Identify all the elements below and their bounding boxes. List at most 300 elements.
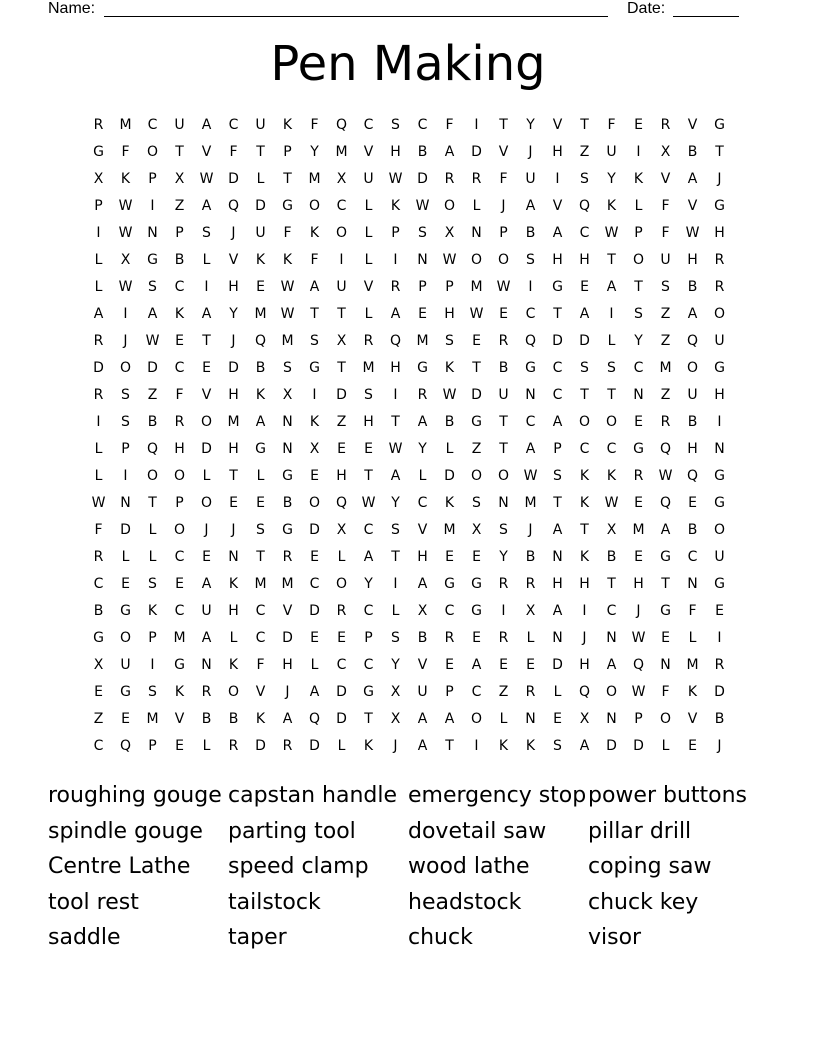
grid-letter[interactable]: K [174, 684, 185, 700]
grid-letter[interactable]: Q [335, 495, 348, 511]
grid-letter[interactable]: V [282, 603, 293, 619]
grid-letter[interactable]: F [445, 117, 454, 133]
grid-letter[interactable]: L [607, 333, 616, 349]
grid-letter[interactable]: R [363, 333, 374, 349]
grid-letter[interactable]: H [552, 144, 563, 160]
grid-letter[interactable]: V [660, 171, 671, 187]
grid-letter[interactable]: P [148, 738, 157, 754]
grid-letter[interactable]: J [231, 225, 236, 241]
grid-letter[interactable]: D [471, 144, 482, 160]
grid-letter[interactable]: Q [578, 198, 591, 214]
grid-letter[interactable]: S [148, 576, 157, 592]
grid-letter[interactable]: U [120, 657, 131, 673]
grid-letter[interactable]: X [444, 225, 455, 241]
grid-letter[interactable]: V [228, 252, 239, 268]
grid-letter[interactable]: C [579, 441, 590, 457]
grid-letter[interactable]: A [93, 306, 104, 322]
grid-letter[interactable]: T [364, 711, 373, 727]
grid-letter[interactable]: W [631, 630, 646, 646]
grid-letter[interactable]: R [714, 657, 725, 673]
grid-letter[interactable]: L [229, 630, 238, 646]
grid-letter[interactable]: K [309, 225, 320, 241]
grid-letter[interactable]: W [523, 468, 538, 484]
grid-letter[interactable]: C [174, 360, 185, 376]
grid-letter[interactable]: Q [686, 333, 699, 349]
grid-letter[interactable]: K [687, 684, 698, 700]
grid-letter[interactable]: E [121, 711, 130, 727]
grid-letter[interactable]: K [255, 252, 266, 268]
grid-letter[interactable]: X [336, 171, 347, 187]
grid-letter[interactable]: Q [254, 333, 267, 349]
grid-letter[interactable]: L [256, 171, 265, 187]
grid-letter[interactable]: W [658, 468, 673, 484]
grid-letter[interactable]: X [282, 387, 293, 403]
grid-letter[interactable]: E [175, 576, 184, 592]
grid-letter[interactable]: L [364, 225, 373, 241]
grid-letter[interactable]: L [310, 657, 319, 673]
grid-letter[interactable]: A [201, 198, 212, 214]
grid-letter[interactable]: J [528, 522, 533, 538]
grid-letter[interactable]: D [93, 360, 104, 376]
grid-letter[interactable]: I [393, 387, 398, 403]
grid-letter[interactable]: M [659, 360, 672, 376]
grid-letter[interactable]: K [282, 252, 293, 268]
grid-letter[interactable]: R [633, 468, 644, 484]
grid-letter[interactable]: U [363, 171, 374, 187]
grid-letter[interactable]: H [228, 603, 239, 619]
grid-letter[interactable]: G [363, 684, 374, 700]
grid-letter[interactable]: G [282, 468, 293, 484]
grid-letter[interactable]: D [606, 738, 617, 754]
grid-letter[interactable]: E [634, 117, 643, 133]
grid-letter[interactable]: J [285, 684, 290, 700]
grid-letter[interactable]: M [524, 495, 537, 511]
grid-letter[interactable]: Y [391, 495, 400, 511]
grid-letter[interactable]: A [525, 198, 536, 214]
grid-letter[interactable]: P [445, 684, 454, 700]
grid-letter[interactable]: A [255, 414, 266, 430]
grid-letter[interactable]: O [713, 306, 726, 322]
grid-letter[interactable]: O [686, 360, 699, 376]
grid-letter[interactable]: I [393, 252, 398, 268]
grid-letter[interactable]: A [390, 468, 401, 484]
grid-letter[interactable]: N [552, 630, 563, 646]
grid-letter[interactable]: H [228, 441, 239, 457]
grid-letter[interactable]: S [418, 225, 427, 241]
grid-letter[interactable]: O [497, 252, 510, 268]
grid-letter[interactable]: X [120, 252, 131, 268]
grid-letter[interactable]: G [282, 198, 293, 214]
grid-letter[interactable]: H [552, 576, 563, 592]
grid-letter[interactable]: R [93, 117, 104, 133]
grid-letter[interactable]: T [661, 576, 670, 592]
grid-letter[interactable]: U [525, 171, 536, 187]
grid-letter[interactable]: O [335, 576, 348, 592]
grid-letter[interactable]: A [552, 225, 563, 241]
grid-letter[interactable]: G [147, 252, 158, 268]
grid-letter[interactable]: Z [471, 441, 482, 457]
grid-letter[interactable]: J [582, 630, 587, 646]
grid-letter[interactable]: W [118, 225, 133, 241]
grid-letter[interactable]: V [687, 711, 698, 727]
grid-letter[interactable]: G [471, 603, 482, 619]
grid-letter[interactable]: S [148, 684, 157, 700]
grid-letter[interactable]: I [204, 279, 209, 295]
grid-letter[interactable]: C [606, 603, 617, 619]
grid-letter[interactable]: K [525, 738, 536, 754]
grid-letter[interactable]: B [525, 225, 536, 241]
grid-letter[interactable]: G [660, 603, 671, 619]
grid-letter[interactable]: A [417, 738, 428, 754]
grid-letter[interactable]: O [308, 495, 321, 511]
grid-letter[interactable]: C [363, 603, 374, 619]
grid-letter[interactable]: R [444, 171, 455, 187]
grid-letter[interactable]: K [579, 468, 590, 484]
grid-letter[interactable]: L [553, 684, 562, 700]
grid-letter[interactable]: C [336, 198, 347, 214]
grid-letter[interactable]: S [472, 495, 481, 511]
grid-letter[interactable]: Y [364, 576, 373, 592]
grid-letter[interactable]: A [201, 306, 212, 322]
grid-letter[interactable]: R [498, 576, 509, 592]
grid-letter[interactable]: O [308, 198, 321, 214]
grid-letter[interactable]: H [687, 252, 698, 268]
grid-letter[interactable]: E [256, 279, 265, 295]
grid-letter[interactable]: X [309, 441, 320, 457]
grid-letter[interactable]: R [444, 630, 455, 646]
grid-letter[interactable]: D [309, 738, 320, 754]
grid-letter[interactable]: H [633, 576, 644, 592]
grid-letter[interactable]: K [228, 657, 239, 673]
grid-letter[interactable]: Z [660, 333, 671, 349]
grid-letter[interactable]: S [391, 522, 400, 538]
grid-letter[interactable]: F [310, 252, 319, 268]
grid-letter[interactable]: Q [119, 738, 132, 754]
grid-letter[interactable]: U [606, 144, 617, 160]
grid-letter[interactable]: W [199, 171, 214, 187]
grid-letter[interactable]: L [94, 441, 103, 457]
grid-letter[interactable]: G [120, 684, 131, 700]
grid-letter[interactable]: G [174, 657, 185, 673]
grid-letter[interactable]: J [636, 603, 641, 619]
grid-letter[interactable]: G [309, 360, 320, 376]
grid-letter[interactable]: C [93, 576, 104, 592]
grid-letter[interactable]: K [606, 198, 617, 214]
grid-letter[interactable]: T [553, 306, 562, 322]
grid-letter[interactable]: C [255, 603, 266, 619]
grid-letter[interactable]: V [498, 144, 509, 160]
grid-letter[interactable]: D [147, 360, 158, 376]
grid-letter[interactable]: Z [579, 144, 590, 160]
grid-letter[interactable]: U [255, 117, 266, 133]
grid-letter[interactable]: D [417, 171, 428, 187]
grid-letter[interactable]: H [579, 576, 590, 592]
grid-letter[interactable]: T [337, 306, 346, 322]
grid-letter[interactable]: M [686, 657, 699, 673]
grid-letter[interactable]: R [228, 738, 239, 754]
grid-letter[interactable]: A [471, 657, 482, 673]
grid-letter[interactable]: B [417, 630, 428, 646]
grid-letter[interactable]: B [282, 495, 293, 511]
grid-letter[interactable]: X [417, 603, 428, 619]
grid-letter[interactable]: Y [310, 144, 319, 160]
grid-letter[interactable]: W [145, 333, 160, 349]
grid-letter[interactable]: F [121, 144, 130, 160]
grid-letter[interactable]: Y [607, 171, 616, 187]
grid-letter[interactable]: N [606, 630, 617, 646]
grid-letter[interactable]: C [363, 117, 374, 133]
grid-letter[interactable]: I [636, 144, 641, 160]
grid-letter[interactable]: N [471, 225, 482, 241]
grid-letter[interactable]: C [552, 387, 563, 403]
grid-letter[interactable]: M [443, 522, 456, 538]
grid-letter[interactable]: E [121, 576, 130, 592]
grid-letter[interactable]: C [525, 414, 536, 430]
grid-letter[interactable]: S [310, 333, 319, 349]
grid-letter[interactable]: O [659, 711, 672, 727]
grid-letter[interactable]: H [390, 144, 401, 160]
grid-letter[interactable]: T [715, 144, 724, 160]
grid-letter[interactable]: B [417, 144, 428, 160]
grid-letter[interactable]: Y [634, 333, 643, 349]
grid-letter[interactable]: X [93, 171, 104, 187]
grid-letter[interactable]: A [444, 711, 455, 727]
grid-letter[interactable]: N [282, 441, 293, 457]
grid-letter[interactable]: Z [93, 711, 104, 727]
grid-letter[interactable]: O [200, 414, 213, 430]
grid-letter[interactable]: O [443, 198, 456, 214]
grid-letter[interactable]: Q [659, 495, 672, 511]
grid-letter[interactable]: E [472, 333, 481, 349]
grid-letter[interactable]: T [283, 171, 292, 187]
grid-letter[interactable]: N [525, 711, 536, 727]
grid-letter[interactable]: W [685, 225, 700, 241]
grid-letter[interactable]: A [282, 711, 293, 727]
grid-letter[interactable]: M [254, 306, 267, 322]
grid-letter[interactable]: P [283, 144, 292, 160]
grid-letter[interactable]: D [228, 360, 239, 376]
grid-letter[interactable]: A [525, 441, 536, 457]
grid-letter[interactable]: H [228, 387, 239, 403]
grid-letter[interactable]: H [174, 441, 185, 457]
grid-letter[interactable]: B [444, 414, 455, 430]
grid-letter[interactable]: N [282, 414, 293, 430]
grid-letter[interactable]: S [202, 225, 211, 241]
grid-letter[interactable]: L [202, 738, 211, 754]
grid-letter[interactable]: A [417, 576, 428, 592]
grid-letter[interactable]: T [580, 387, 589, 403]
grid-letter[interactable]: I [528, 279, 533, 295]
grid-letter[interactable]: S [256, 522, 265, 538]
grid-letter[interactable]: L [688, 630, 697, 646]
grid-letter[interactable]: V [363, 144, 374, 160]
grid-letter[interactable]: S [148, 279, 157, 295]
grid-letter[interactable]: H [714, 387, 725, 403]
grid-letter[interactable]: U [417, 684, 428, 700]
grid-letter[interactable]: L [391, 603, 400, 619]
grid-letter[interactable]: I [474, 117, 479, 133]
grid-letter[interactable]: T [580, 117, 589, 133]
grid-letter[interactable]: X [390, 711, 401, 727]
grid-letter[interactable]: G [714, 468, 725, 484]
grid-letter[interactable]: X [660, 144, 671, 160]
grid-letter[interactable]: S [580, 171, 589, 187]
grid-letter[interactable]: V [417, 522, 428, 538]
grid-letter[interactable]: A [552, 414, 563, 430]
grid-letter[interactable]: W [280, 306, 295, 322]
grid-letter[interactable]: R [282, 549, 293, 565]
grid-letter[interactable]: A [687, 171, 698, 187]
grid-letter[interactable]: W [469, 306, 484, 322]
grid-letter[interactable]: O [173, 522, 186, 538]
grid-letter[interactable]: P [121, 441, 130, 457]
grid-letter[interactable]: U [714, 333, 725, 349]
grid-letter[interactable]: T [499, 117, 508, 133]
grid-letter[interactable]: N [147, 225, 158, 241]
grid-letter[interactable]: C [417, 117, 428, 133]
grid-letter[interactable]: N [417, 252, 428, 268]
grid-letter[interactable]: S [553, 468, 562, 484]
grid-letter[interactable]: K [120, 171, 131, 187]
grid-letter[interactable]: S [553, 738, 562, 754]
grid-letter[interactable]: T [391, 549, 400, 565]
grid-letter[interactable]: P [364, 630, 373, 646]
grid-letter[interactable]: P [175, 225, 184, 241]
grid-letter[interactable]: H [579, 252, 590, 268]
grid-letter[interactable]: V [417, 657, 428, 673]
grid-letter[interactable]: I [717, 414, 722, 430]
grid-letter[interactable]: S [364, 387, 373, 403]
grid-letter[interactable]: R [660, 117, 671, 133]
grid-letter[interactable]: B [93, 603, 104, 619]
grid-letter[interactable]: N [498, 495, 509, 511]
grid-letter[interactable]: U [714, 549, 725, 565]
grid-letter[interactable]: N [201, 657, 212, 673]
grid-letter[interactable]: S [391, 117, 400, 133]
grid-letter[interactable]: U [201, 603, 212, 619]
grid-letter[interactable]: F [175, 387, 184, 403]
grid-letter[interactable]: T [229, 468, 238, 484]
grid-letter[interactable]: A [201, 630, 212, 646]
grid-letter[interactable]: U [255, 225, 266, 241]
grid-letter[interactable]: O [632, 252, 645, 268]
grid-letter[interactable]: R [282, 738, 293, 754]
grid-letter[interactable]: A [417, 414, 428, 430]
grid-letter[interactable]: Q [524, 333, 537, 349]
grid-letter[interactable]: C [525, 306, 536, 322]
grid-letter[interactable]: I [123, 306, 128, 322]
grid-letter[interactable]: T [256, 549, 265, 565]
grid-letter[interactable]: L [364, 252, 373, 268]
grid-letter[interactable]: T [607, 252, 616, 268]
grid-letter[interactable]: E [310, 468, 319, 484]
grid-letter[interactable]: O [227, 684, 240, 700]
grid-letter[interactable]: L [661, 738, 670, 754]
grid-letter[interactable]: Y [526, 117, 535, 133]
grid-letter[interactable]: I [474, 738, 479, 754]
grid-letter[interactable]: C [471, 684, 482, 700]
grid-letter[interactable]: K [147, 603, 158, 619]
grid-letter[interactable]: K [363, 738, 374, 754]
grid-letter[interactable]: L [418, 468, 427, 484]
grid-letter[interactable]: G [417, 360, 428, 376]
grid-letter[interactable]: L [148, 522, 157, 538]
grid-letter[interactable]: C [687, 549, 698, 565]
grid-letter[interactable]: L [337, 738, 346, 754]
grid-letter[interactable]: J [231, 333, 236, 349]
grid-letter[interactable]: V [201, 387, 212, 403]
grid-letter[interactable]: M [281, 333, 294, 349]
grid-letter[interactable]: A [201, 117, 212, 133]
grid-letter[interactable]: B [687, 522, 698, 538]
grid-letter[interactable]: T [202, 333, 211, 349]
grid-letter[interactable]: Q [227, 198, 240, 214]
grid-letter[interactable]: P [418, 279, 427, 295]
grid-letter[interactable]: I [717, 630, 722, 646]
grid-letter[interactable]: P [148, 171, 157, 187]
grid-letter[interactable]: B [201, 711, 212, 727]
grid-letter[interactable]: R [93, 387, 104, 403]
grid-letter[interactable]: I [555, 171, 560, 187]
grid-letter[interactable]: G [282, 522, 293, 538]
grid-letter[interactable]: U [336, 279, 347, 295]
grid-letter[interactable]: K [174, 306, 185, 322]
grid-letter[interactable]: D [255, 198, 266, 214]
grid-letter[interactable]: G [93, 630, 104, 646]
grid-letter[interactable]: Q [146, 441, 159, 457]
grid-letter[interactable]: G [714, 117, 725, 133]
grid-letter[interactable]: P [391, 225, 400, 241]
grid-letter[interactable]: D [255, 738, 266, 754]
grid-letter[interactable]: L [364, 306, 373, 322]
grid-letter[interactable]: X [471, 522, 482, 538]
grid-letter[interactable]: M [416, 333, 429, 349]
grid-letter[interactable]: K [309, 414, 320, 430]
grid-letter[interactable]: A [579, 738, 590, 754]
grid-letter[interactable]: Y [418, 441, 427, 457]
grid-letter[interactable]: E [94, 684, 103, 700]
grid-letter[interactable]: C [174, 549, 185, 565]
grid-letter[interactable]: B [687, 144, 698, 160]
grid-letter[interactable]: A [309, 279, 320, 295]
grid-letter[interactable]: A [309, 684, 320, 700]
grid-letter[interactable]: I [123, 468, 128, 484]
grid-letter[interactable]: X [606, 522, 617, 538]
grid-letter[interactable]: F [94, 522, 103, 538]
grid-letter[interactable]: P [148, 630, 157, 646]
grid-letter[interactable]: S [445, 333, 454, 349]
grid-letter[interactable]: A [552, 603, 563, 619]
grid-letter[interactable]: O [335, 225, 348, 241]
grid-letter[interactable]: C [336, 657, 347, 673]
grid-letter[interactable]: F [688, 603, 697, 619]
grid-letter[interactable]: Q [308, 711, 321, 727]
grid-letter[interactable]: E [634, 495, 643, 511]
grid-letter[interactable]: R [660, 414, 671, 430]
grid-letter[interactable]: Q [632, 657, 645, 673]
grid-letter[interactable]: U [498, 387, 509, 403]
grid-letter[interactable]: S [526, 252, 535, 268]
grid-letter[interactable]: F [661, 225, 670, 241]
grid-letter[interactable]: L [526, 630, 535, 646]
grid-letter[interactable]: M [308, 171, 321, 187]
grid-letter[interactable]: R [525, 684, 536, 700]
grid-letter[interactable]: E [688, 738, 697, 754]
grid-letter[interactable]: E [310, 630, 319, 646]
grid-letter[interactable]: B [255, 360, 266, 376]
grid-letter[interactable]: T [553, 495, 562, 511]
grid-letter[interactable]: R [714, 279, 725, 295]
